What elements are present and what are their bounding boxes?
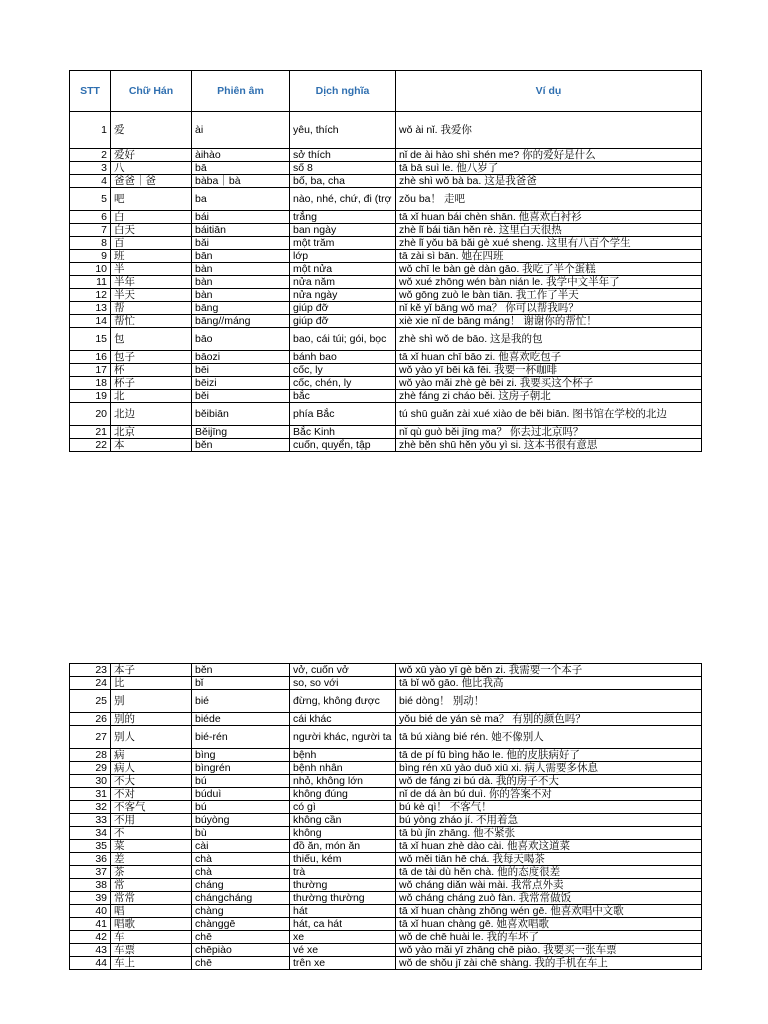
cell-stt: 26 — [70, 713, 111, 726]
table-row — [70, 237, 702, 250]
cell-stt: 15 — [70, 328, 111, 351]
cell-meaning: nào, nhé, chứ, đi (trợ — [290, 188, 396, 211]
cell-stt: 34 — [70, 827, 111, 840]
cell-stt: 22 — [70, 439, 111, 452]
cell-han: 别人 — [111, 726, 192, 749]
cell-meaning: không cần — [290, 814, 396, 827]
table-row — [70, 918, 702, 931]
cell-han: 菜 — [111, 840, 192, 853]
cell-han: 不 — [111, 827, 192, 840]
cell-example: wǒ měi tiān hē chá. 我每天喝茶 — [396, 853, 702, 866]
cell-han: 白 — [111, 211, 192, 224]
cell-pinyin: Běijīng — [192, 426, 290, 439]
cell-han: 百 — [111, 237, 192, 250]
cell-pinyin: cài — [192, 840, 290, 853]
table-row — [70, 263, 702, 276]
cell-stt: 3 — [70, 162, 111, 175]
cell-example: nǐ de ài hào shì shén me? 你的爱好是什么 — [396, 149, 702, 162]
cell-stt: 11 — [70, 276, 111, 289]
cell-meaning: bánh bao — [290, 351, 396, 364]
cell-meaning: nhỏ, không lớn — [290, 775, 396, 788]
cell-example: wǒ de chē huài le. 我的车坏了 — [396, 931, 702, 944]
cell-stt: 33 — [70, 814, 111, 827]
cell-pinyin: bàn — [192, 276, 290, 289]
cell-example: wǒ gōng zuò le bàn tiān. 我工作了半天 — [396, 289, 702, 302]
cell-pinyin: cháng — [192, 879, 290, 892]
table-row — [70, 364, 702, 377]
cell-pinyin: àihào — [192, 149, 290, 162]
cell-han: 车 — [111, 931, 192, 944]
cell-pinyin: bēizi — [192, 377, 290, 390]
cell-stt: 5 — [70, 188, 111, 211]
cell-meaning: ban ngày — [290, 224, 396, 237]
cell-meaning: yêu, thích — [290, 112, 396, 149]
cell-han: 车上 — [111, 957, 192, 970]
cell-meaning: sở thích — [290, 149, 396, 162]
cell-pinyin: bāozi — [192, 351, 290, 364]
cell-stt: 4 — [70, 175, 111, 188]
vocab-table-page-1 — [69, 70, 702, 452]
cell-stt: 28 — [70, 749, 111, 762]
cell-example: zhè lǐ bái tiān hěn rè. 这里白天很热 — [396, 224, 702, 237]
cell-han: 不大 — [111, 775, 192, 788]
cell-example: tā bú xiàng bié rén. 她不像别人 — [396, 726, 702, 749]
cell-example: tā xǐ huan zhè dào cài. 他喜欢这道菜 — [396, 840, 702, 853]
cell-han: 本 — [111, 439, 192, 452]
cell-han: 唱 — [111, 905, 192, 918]
cell-pinyin: bái — [192, 211, 290, 224]
cell-han: 爸爸｜爸 — [111, 175, 192, 188]
cell-pinyin: bié — [192, 690, 290, 713]
cell-example: wǒ xū yào yī gè běn zi. 我需要一个本子 — [396, 664, 702, 677]
cell-pinyin: bàn — [192, 263, 290, 276]
table-body — [70, 664, 702, 970]
table-row — [70, 749, 702, 762]
cell-meaning: bệnh nhân — [290, 762, 396, 775]
cell-stt: 41 — [70, 918, 111, 931]
cell-meaning: phía Bắc — [290, 403, 396, 426]
table-row — [70, 840, 702, 853]
header-meaning: Dịch nghĩa — [290, 71, 396, 112]
cell-pinyin: běibiān — [192, 403, 290, 426]
vocab-table-page-2 — [69, 663, 702, 970]
cell-meaning: hát, ca hát — [290, 918, 396, 931]
cell-han: 茶 — [111, 866, 192, 879]
cell-stt: 1 — [70, 112, 111, 149]
cell-stt: 9 — [70, 250, 111, 263]
header-example: Ví dụ — [396, 71, 702, 112]
table-row — [70, 814, 702, 827]
cell-han: 比 — [111, 677, 192, 690]
table-row — [70, 827, 702, 840]
cell-han: 北 — [111, 390, 192, 403]
cell-example: tā xǐ huan chàng gē. 她喜欢唱歌 — [396, 918, 702, 931]
cell-stt: 14 — [70, 315, 111, 328]
cell-example: bú kè qì！ 不客气！ — [396, 801, 702, 814]
cell-pinyin: bēi — [192, 364, 290, 377]
cell-han: 爱 — [111, 112, 192, 149]
cell-example: nǐ de dá àn bú duì. 你的答案不对 — [396, 788, 702, 801]
cell-pinyin: búyòng — [192, 814, 290, 827]
cell-meaning: cốc, chén, ly — [290, 377, 396, 390]
cell-stt: 42 — [70, 931, 111, 944]
cell-stt: 8 — [70, 237, 111, 250]
cell-meaning: cuốn, quyển, tập — [290, 439, 396, 452]
cell-meaning: một trăm — [290, 237, 396, 250]
cell-meaning: bố, ba, cha — [290, 175, 396, 188]
table-row — [70, 775, 702, 788]
header-pinyin: Phiên âm — [192, 71, 290, 112]
cell-example: wǒ yào mǎi yī zhāng chē piào. 我要买一张车票 — [396, 944, 702, 957]
table-row — [70, 377, 702, 390]
table-row — [70, 112, 702, 149]
cell-example: yǒu bié de yán sè ma？ 有别的颜色吗？ — [396, 713, 702, 726]
table-row — [70, 351, 702, 364]
table-row — [70, 250, 702, 263]
header-stt: STT — [70, 71, 111, 112]
cell-pinyin: biéde — [192, 713, 290, 726]
cell-stt: 25 — [70, 690, 111, 713]
table-row — [70, 302, 702, 315]
cell-example: wǒ ài nǐ. 我爱你 — [396, 112, 702, 149]
table-row — [70, 162, 702, 175]
table-row — [70, 713, 702, 726]
cell-example: zhè fáng zi cháo běi. 这房子朝北 — [396, 390, 702, 403]
cell-example: zhè lǐ yǒu bā bǎi gè xué sheng. 这里有八百个学生 — [396, 237, 702, 250]
cell-stt: 36 — [70, 853, 111, 866]
cell-han: 半年 — [111, 276, 192, 289]
cell-example: wǒ yào yī bēi kā fēi. 我要一杯咖啡 — [396, 364, 702, 377]
cell-pinyin: bú — [192, 775, 290, 788]
cell-meaning: bệnh — [290, 749, 396, 762]
cell-meaning: có gì — [290, 801, 396, 814]
cell-pinyin: běn — [192, 439, 290, 452]
cell-stt: 30 — [70, 775, 111, 788]
cell-stt: 43 — [70, 944, 111, 957]
cell-meaning: thiếu, kém — [290, 853, 396, 866]
cell-pinyin: bāo — [192, 328, 290, 351]
table-header-row — [70, 71, 702, 112]
cell-meaning: trà — [290, 866, 396, 879]
table-row — [70, 664, 702, 677]
table-row — [70, 788, 702, 801]
cell-stt: 2 — [70, 149, 111, 162]
cell-han: 帮 — [111, 302, 192, 315]
table-row — [70, 149, 702, 162]
table-row — [70, 892, 702, 905]
cell-stt: 44 — [70, 957, 111, 970]
cell-example: tā zài sì bān. 她在四班 — [396, 250, 702, 263]
table-row — [70, 677, 702, 690]
cell-han: 包 — [111, 328, 192, 351]
cell-meaning: vở, cuốn vở — [290, 664, 396, 677]
cell-example: nǐ kě yǐ bāng wǒ ma？ 你可以帮我吗？ — [396, 302, 702, 315]
cell-example: tā bā suì le. 他八岁了 — [396, 162, 702, 175]
cell-han: 差 — [111, 853, 192, 866]
cell-meaning: so, so với — [290, 677, 396, 690]
cell-stt: 31 — [70, 788, 111, 801]
cell-stt: 29 — [70, 762, 111, 775]
cell-example: tā bǐ wǒ gāo. 他比我高 — [396, 677, 702, 690]
cell-han: 北京 — [111, 426, 192, 439]
cell-meaning: cốc, ly — [290, 364, 396, 377]
cell-example: tā xǐ huan bái chèn shān. 他喜欢白衬衫 — [396, 211, 702, 224]
cell-han: 不客气 — [111, 801, 192, 814]
cell-pinyin: chà — [192, 866, 290, 879]
table-row — [70, 879, 702, 892]
cell-example: wǒ de shǒu jī zài chē shàng. 我的手机在车上 — [396, 957, 702, 970]
cell-han: 别 — [111, 690, 192, 713]
cell-pinyin: bā — [192, 162, 290, 175]
cell-example: bìng rén xū yào duō xiū xi. 病人需要多休息 — [396, 762, 702, 775]
cell-pinyin: bù — [192, 827, 290, 840]
cell-meaning: cái khác — [290, 713, 396, 726]
cell-example: nǐ qù guò běi jīng ma？ 你去过北京吗？ — [396, 426, 702, 439]
cell-stt: 17 — [70, 364, 111, 377]
cell-stt: 20 — [70, 403, 111, 426]
cell-example: tā xǐ huan chàng zhōng wén gē. 他喜欢唱中文歌 — [396, 905, 702, 918]
cell-example: wǒ de fáng zi bú dà. 我的房子不大 — [396, 775, 702, 788]
cell-example: tā de tài dù hěn chà. 他的态度很差 — [396, 866, 702, 879]
cell-meaning: người khác, người ta — [290, 726, 396, 749]
cell-stt: 13 — [70, 302, 111, 315]
cell-han: 吧 — [111, 188, 192, 211]
cell-meaning: Bắc Kinh — [290, 426, 396, 439]
cell-han: 病人 — [111, 762, 192, 775]
table-row — [70, 328, 702, 351]
cell-pinyin: bú — [192, 801, 290, 814]
cell-han: 班 — [111, 250, 192, 263]
cell-han: 包子 — [111, 351, 192, 364]
cell-pinyin: búduì — [192, 788, 290, 801]
cell-han: 车票 — [111, 944, 192, 957]
cell-han: 不用 — [111, 814, 192, 827]
table-row — [70, 403, 702, 426]
cell-meaning: lớp — [290, 250, 396, 263]
cell-stt: 21 — [70, 426, 111, 439]
cell-pinyin: běi — [192, 390, 290, 403]
cell-example: zhè shì wǒ bà ba. 这是我爸爸 — [396, 175, 702, 188]
table-row — [70, 315, 702, 328]
header-han: Chữ Hán — [111, 71, 192, 112]
cell-pinyin: bǎi — [192, 237, 290, 250]
cell-meaning: đồ ăn, món ăn — [290, 840, 396, 853]
cell-pinyin: bìng — [192, 749, 290, 762]
table-row — [70, 690, 702, 713]
cell-stt: 39 — [70, 892, 111, 905]
cell-han: 北边 — [111, 403, 192, 426]
cell-example: wǒ yào mǎi zhè gè bēi zi. 我要买这个杯子 — [396, 377, 702, 390]
cell-meaning: số 8 — [290, 162, 396, 175]
table-row — [70, 801, 702, 814]
cell-han: 常 — [111, 879, 192, 892]
cell-pinyin: ài — [192, 112, 290, 149]
cell-stt: 18 — [70, 377, 111, 390]
cell-example: bú yòng zháo jí. 不用着急 — [396, 814, 702, 827]
cell-meaning: giúp đỡ — [290, 302, 396, 315]
cell-pinyin: chàng — [192, 905, 290, 918]
table-row — [70, 426, 702, 439]
cell-pinyin: bān — [192, 250, 290, 263]
cell-example: wǒ cháng cháng zuò fàn. 我常常做饭 — [396, 892, 702, 905]
table-row — [70, 931, 702, 944]
cell-han: 爱好 — [111, 149, 192, 162]
cell-meaning: hát — [290, 905, 396, 918]
cell-example: tú shū guǎn zài xué xiào de běi biān. 图书馆在学校的北边 — [396, 403, 702, 426]
cell-han: 杯 — [111, 364, 192, 377]
cell-han: 帮忙 — [111, 315, 192, 328]
cell-stt: 16 — [70, 351, 111, 364]
cell-pinyin: bǐ — [192, 677, 290, 690]
cell-meaning: thường — [290, 879, 396, 892]
table-row — [70, 224, 702, 237]
table-row — [70, 957, 702, 970]
table-row — [70, 853, 702, 866]
cell-stt: 37 — [70, 866, 111, 879]
cell-pinyin: chànggē — [192, 918, 290, 931]
cell-han: 常常 — [111, 892, 192, 905]
cell-han: 本子 — [111, 664, 192, 677]
cell-meaning: xe — [290, 931, 396, 944]
cell-meaning: nửa năm — [290, 276, 396, 289]
cell-meaning: trên xe — [290, 957, 396, 970]
cell-pinyin: bāng//máng — [192, 315, 290, 328]
cell-han: 半天 — [111, 289, 192, 302]
cell-han: 杯子 — [111, 377, 192, 390]
cell-stt: 7 — [70, 224, 111, 237]
table-row — [70, 944, 702, 957]
cell-stt: 6 — [70, 211, 111, 224]
cell-pinyin: bàn — [192, 289, 290, 302]
cell-example: bié dòng！ 别动！ — [396, 690, 702, 713]
cell-han: 不对 — [111, 788, 192, 801]
cell-meaning: đừng, không được — [290, 690, 396, 713]
cell-pinyin: bāng — [192, 302, 290, 315]
table-row — [70, 439, 702, 452]
cell-stt: 10 — [70, 263, 111, 276]
cell-stt: 32 — [70, 801, 111, 814]
cell-example: tā bù jǐn zhāng. 他不紧张 — [396, 827, 702, 840]
cell-pinyin: bìngrén — [192, 762, 290, 775]
cell-han: 病 — [111, 749, 192, 762]
cell-han: 别的 — [111, 713, 192, 726]
table-row — [70, 289, 702, 302]
cell-han: 白天 — [111, 224, 192, 237]
cell-pinyin: bàba｜bà — [192, 175, 290, 188]
cell-example: tā de pí fū bìng hǎo le. 他的皮肤病好了 — [396, 749, 702, 762]
table-row — [70, 390, 702, 403]
cell-meaning: không — [290, 827, 396, 840]
cell-example: tā xǐ huan chī bāo zi. 他喜欢吃包子 — [396, 351, 702, 364]
cell-meaning: thường thường — [290, 892, 396, 905]
cell-stt: 27 — [70, 726, 111, 749]
table-row — [70, 175, 702, 188]
cell-pinyin: chēpiào — [192, 944, 290, 957]
cell-stt: 38 — [70, 879, 111, 892]
cell-pinyin: ba — [192, 188, 290, 211]
cell-meaning: nửa ngày — [290, 289, 396, 302]
cell-example: zǒu ba！ 走吧 — [396, 188, 702, 211]
table-row — [70, 905, 702, 918]
cell-han: 半 — [111, 263, 192, 276]
table-row — [70, 188, 702, 211]
cell-meaning: không đúng — [290, 788, 396, 801]
cell-stt: 24 — [70, 677, 111, 690]
cell-meaning: bao, cái túi; gói, bọc — [290, 328, 396, 351]
cell-han: 唱歌 — [111, 918, 192, 931]
cell-stt: 12 — [70, 289, 111, 302]
table-row — [70, 211, 702, 224]
table-row — [70, 762, 702, 775]
cell-stt: 23 — [70, 664, 111, 677]
cell-pinyin: bié-rén — [192, 726, 290, 749]
cell-pinyin: chē — [192, 957, 290, 970]
cell-example: wǒ cháng diǎn wài mài. 我常点外卖 — [396, 879, 702, 892]
cell-meaning: bắc — [290, 390, 396, 403]
cell-pinyin: chángcháng — [192, 892, 290, 905]
cell-meaning: vé xe — [290, 944, 396, 957]
cell-example: wǒ xué zhōng wén bàn nián le. 我学中文半年了 — [396, 276, 702, 289]
cell-example: zhè běn shū hěn yǒu yì si. 这本书很有意思 — [396, 439, 702, 452]
cell-meaning: một nửa — [290, 263, 396, 276]
cell-example: wǒ chī le bàn gè dàn gāo. 我吃了半个蛋糕 — [396, 263, 702, 276]
cell-pinyin: běn — [192, 664, 290, 677]
cell-example: zhè shì wǒ de bāo. 这是我的包 — [396, 328, 702, 351]
cell-pinyin: chà — [192, 853, 290, 866]
table-row — [70, 726, 702, 749]
cell-example: xiè xie nǐ de bāng máng！ 谢谢你的帮忙！ — [396, 315, 702, 328]
cell-stt: 35 — [70, 840, 111, 853]
cell-meaning: trắng — [290, 211, 396, 224]
cell-han: 八 — [111, 162, 192, 175]
cell-meaning: giúp đỡ — [290, 315, 396, 328]
cell-stt: 19 — [70, 390, 111, 403]
table-body — [70, 112, 702, 452]
cell-stt: 40 — [70, 905, 111, 918]
table-row — [70, 866, 702, 879]
cell-pinyin: báitiān — [192, 224, 290, 237]
cell-pinyin: chē — [192, 931, 290, 944]
table-row — [70, 276, 702, 289]
